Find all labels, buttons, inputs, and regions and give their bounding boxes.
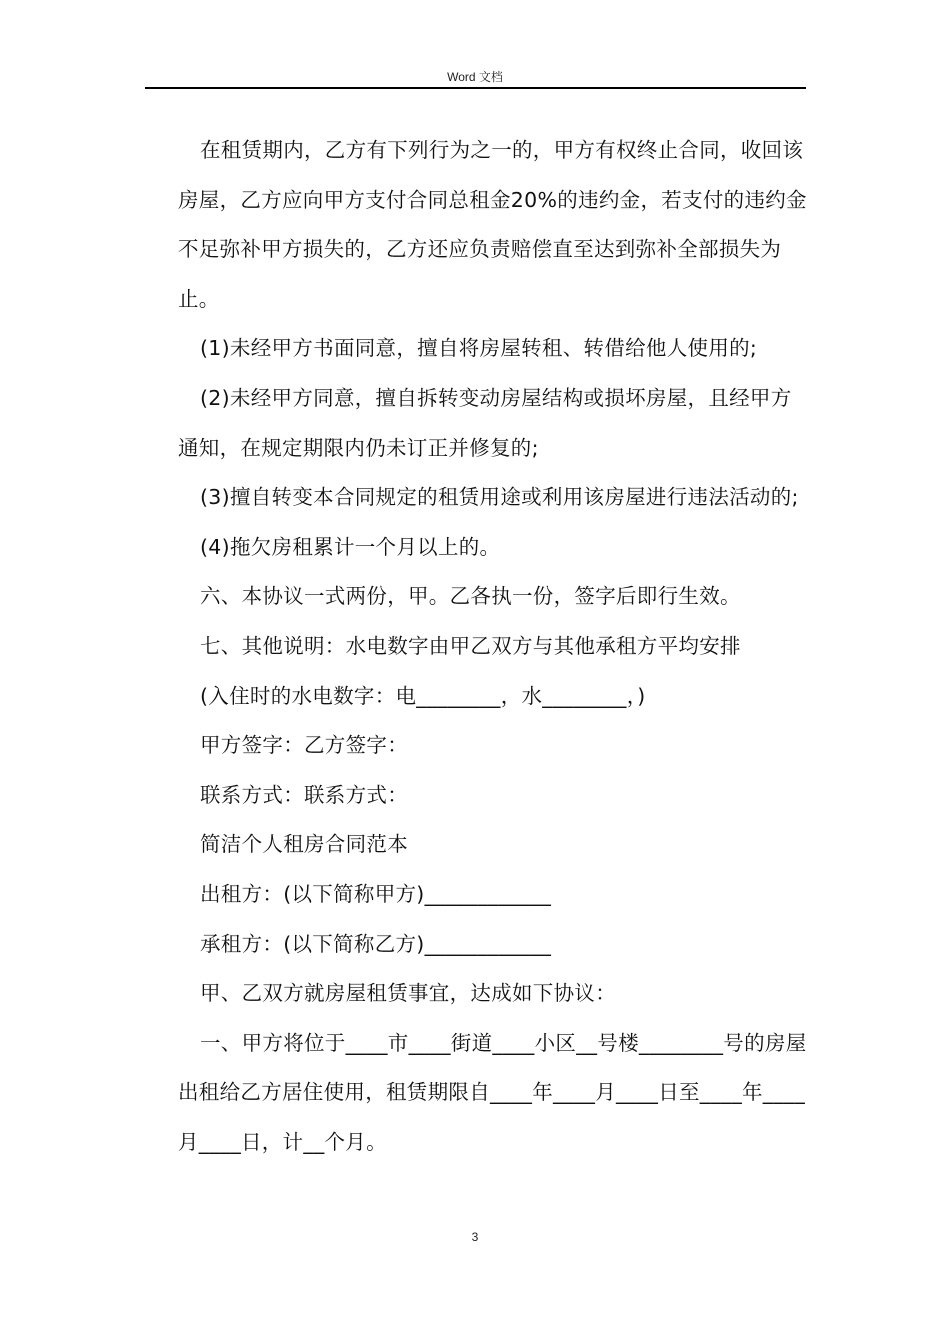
paragraph-clause-6: 六、本协议一式两份，甲。乙各执一份，签字后即行生效。: [200, 584, 741, 609]
header-title: Word 文档: [447, 70, 503, 84]
paragraph-contacts: 联系方式：联系方式：: [200, 782, 408, 807]
paragraph-contract-title: 简洁个人租房合同范本: [200, 832, 408, 857]
page-number: 3: [471, 1230, 479, 1244]
paragraph-item-4: (4)拖欠房租累计一个月以上的。: [200, 534, 501, 559]
paragraph-breach-terms: 在租赁期内，乙方有下列行为之一的，甲方有权终止合同，收回该房屋，乙方应向甲方支付合同总租金20%的违约金，若支付的违约金不足弥补甲方损失的，乙方还应负责赔偿直至达到弥补全部损失为止。: [178, 138, 807, 311]
paragraph-agreement-intro: 甲、乙双方就房屋租赁事宜，达成如下协议：: [200, 981, 616, 1006]
paragraph-lessee: 承租方：(以下简称乙方)____________: [200, 931, 552, 956]
paragraph-item-3: (3)擅自转变本合同规定的租赁用途或利用该房屋进行违法活动的;: [200, 485, 799, 510]
paragraph-clause-7: 七、其他说明：水电数字由甲乙双方与其他承租方平均安排: [200, 633, 741, 658]
paragraph-lessor: 出租方：(以下简称甲方)____________: [200, 881, 552, 906]
paragraph-item-1: (1)未经甲方书面同意，擅自将房屋转租、转借给他人使用的;: [200, 336, 758, 361]
paragraph-signatures: 甲方签字：乙方签字：: [200, 733, 408, 758]
paragraph-utility-readings: (入住时的水电数字：电________，水________，): [200, 683, 646, 708]
paragraph-clause-1: 一、甲方将位于____市____街道____小区__号楼________号的房屋出租给乙方居住使用，租赁期限自____年____月____日至____年____月____日，计__个月。: [178, 1030, 807, 1154]
header-divider: [145, 87, 806, 89]
document-body: [178, 126, 808, 1167]
paragraph-item-2: (2)未经甲方同意，擅自拆转变动房屋结构或损坏房屋，且经甲方通知，在规定期限内仍未订正并修复的;: [178, 385, 792, 460]
